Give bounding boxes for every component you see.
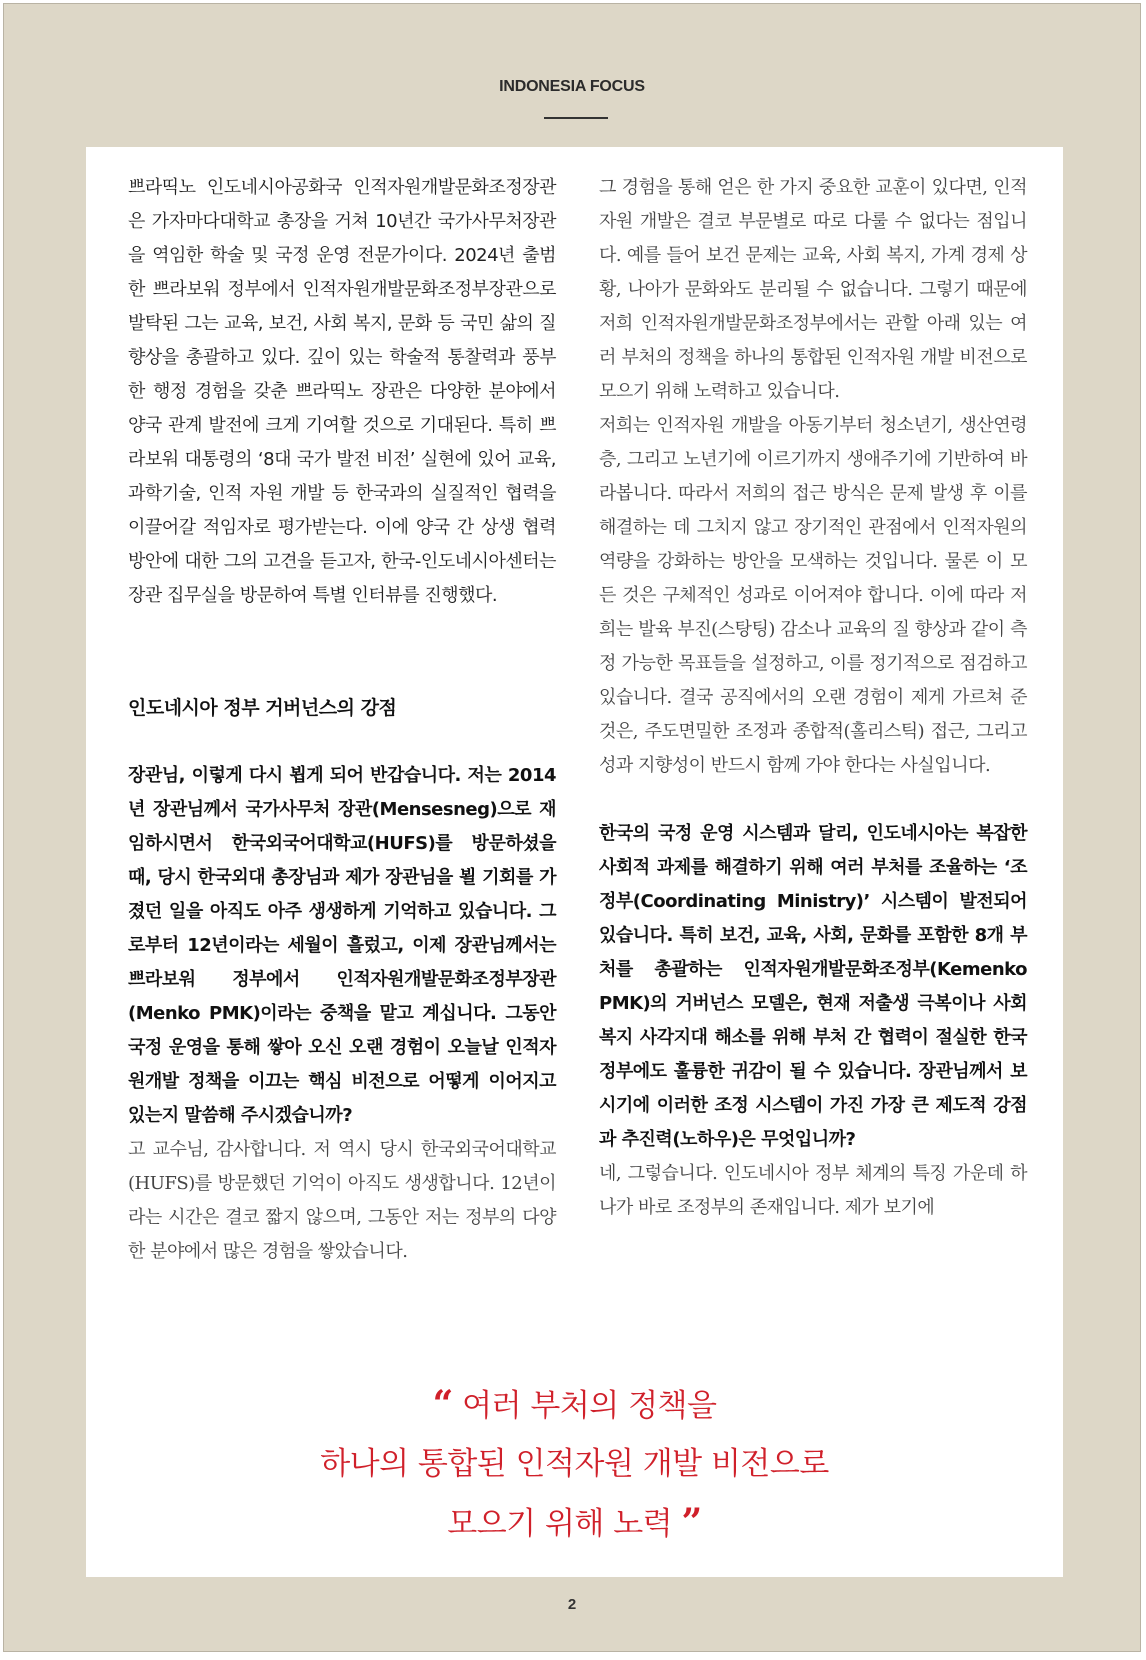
answer-paragraph: 그 경험을 통해 얻은 한 가지 중요한 교훈이 있다면, 인적 자원 개발은 결코 부문별로 따로 다룰 수 없다는 점입니다. 예를 들어 보건 문제는 교육, 사회 복지, 가계 경제 상황, 나아가 문화와도 분리될 수 없습니다. 그렇기 때문에 저희 인적자원개발문화조정부에서는 관할 아래 있는 여러 부처의 정책을 하나의 통합된 인적자원 개발 비전으로 모으기 위해 노력하고 있습니다. [599,177,1027,402]
answer-paragraph: 고 교수님, 감사합니다. 저 역시 당시 한국외국어대학교(HUFS)를 방문했던 기억이 아직도 생생합니다. 12년이라는 시간은 결코 짧지 않으며, 그동안 저는 정부의 다양한 분야에서 많은 경험을 쌓았습니다. [128,1139,556,1262]
intro-paragraph: 쁘라띡노 인도네시아공화국 인적자원개발문화조정장관은 가자마다대학교 총장을 거쳐 10년간 국가사무처장관을 역임한 학술 및 국정 운영 전문가이다. 2024년 출범한 쁘라보워 정부에서 인적자원개발문화조정부장관으로 발탁된 그는 교육, 보건, 사회 복지, 문화 등 국민 삶의 질 향상을 총괄하고 있다. 깊이 있는 학술적 통찰력과 풍부한 행정 경험을 갖춘 쁘라띡노 장관은 다양한 분야에서 양국 관계 발전에 크게 기여할 것으로 기대된다. 특히 쁘라보워 대통령의 ‘8대 국가 발전 비전’ 실현에 있어 교육, 과학기술, 인적 자원 개발 등 한국과의 실질적인 협력을 이끌어갈 적임자로 평가받는다. 이에 양국 간 상생 협력 방안에 대한 그의 고견을 듣고자, 한국-인도네시아센터는 장관 집무실을 방문하여 특별 인터뷰를 진행했다. [128,177,556,606]
article-body [86,147,1063,1577]
question-paragraph: 한국의 국정 운영 시스템과 달리, 인도네시아는 복잡한 사회적 과제를 해결하기 위해 여러 부처를 조율하는 ‘조정부(Coordinating Ministry)’ 시스템이 발전되어 있습니다. 특히 보건, 교육, 사회, 문화를 포함한 8개 부처를 총괄하는 인적자원개발문화조정부(Kemenko PMK)의 거버넌스 모델은, 현재 저출생 극복이나 사회복지 사각지대 해소를 위해 부처 간 협력이 절실한 한국 정부에도 훌륭한 귀감이 될 수 있습니다. 장관님께서 보시기에 이러한 조정 시스템이 가진 가장 큰 제도적 강점과 추진력(노하우)은 무엇입니까? [599,823,1027,1150]
pull-quote-line: 하나의 통합된 인적자원 개발 비전으로 [320,1446,829,1482]
open-quote-icon: “ [432,1383,453,1425]
left-column [128,171,556,1269]
right-column [599,171,1027,1225]
pull-quote-text: 모으기 위해 노력 [447,1506,673,1542]
header-divider [544,117,608,119]
pull-quote [86,1375,1063,1553]
pull-quote-text: 여러 부처의 정책을 [462,1388,717,1424]
answer-paragraph: 저희는 인적자원 개발을 아동기부터 청소년기, 생산연령층, 그리고 노년기에 이르기까지 생애주기에 기반하여 바라봅니다. 따라서 저희의 접근 방식은 문제 발생 후 이를 해결하는 데 그치지 않고 장기적인 관점에서 인적자원의 역량을 강화하는 방안을 모색하는 것입니다. 물론 이 모든 것은 구체적인 성과로 이어져야 합니다. 이에 따라 저희는 발육 부진(스탕팅) 감소나 교육의 질 향상과 같이 측정 가능한 목표들을 설정하고, 이를 정기적으로 점검하고 있습니다. 결국 공직에서의 오랜 경험이 제게 가르쳐 준 것은, 주도면밀한 조정과 종합적(홀리스틱) 접근, 그리고 성과 지향성이 반드시 함께 가야 한다는 사실입니다. [599,415,1027,776]
page-number: 2 [567,1596,577,1613]
question-paragraph: 장관님, 이렇게 다시 뵙게 되어 반갑습니다. 저는 2014년 장관님께서 국가사무처 장관(Mensesneg)으로 재임하시면서 한국외국어대학교(HUFS)를 방문하셨을 때, 당시 한국외대 총장님과 제가 장관님을 뵐 기회를 가졌던 일을 아직도 아주 생생하게 기억하고 있습니다. 그로부터 12년이라는 세월이 흘렀고, 이제 장관님께서는 쁘라보워 정부에서 인적자원개발문화조정부장관(Menko PMK)이라는 중책을 맡고 계십니다. 그동안 국정 운영을 통해 쌓아 오신 오랜 경험이 오늘날 인적자원개발 정책을 이끄는 핵심 비전으로 어떻게 이어지고 있는지 말씀해 주시겠습니까? [128,765,556,1126]
pull-quote-line [86,1375,1063,1435]
magazine-page [3,3,1141,1652]
answer-paragraph: 네, 그렇습니다. 인도네시아 정부 체계의 특징 가운데 하나가 바로 조정부의 존재입니다. 제가 보기에 [599,1163,1027,1218]
section-heading: 인도네시아 정부 거버넌스의 강점 [128,697,397,719]
close-quote-icon: ” [681,1501,702,1543]
section-header: INDONESIA FOCUS [499,78,645,95]
pull-quote-line [86,1493,1063,1553]
